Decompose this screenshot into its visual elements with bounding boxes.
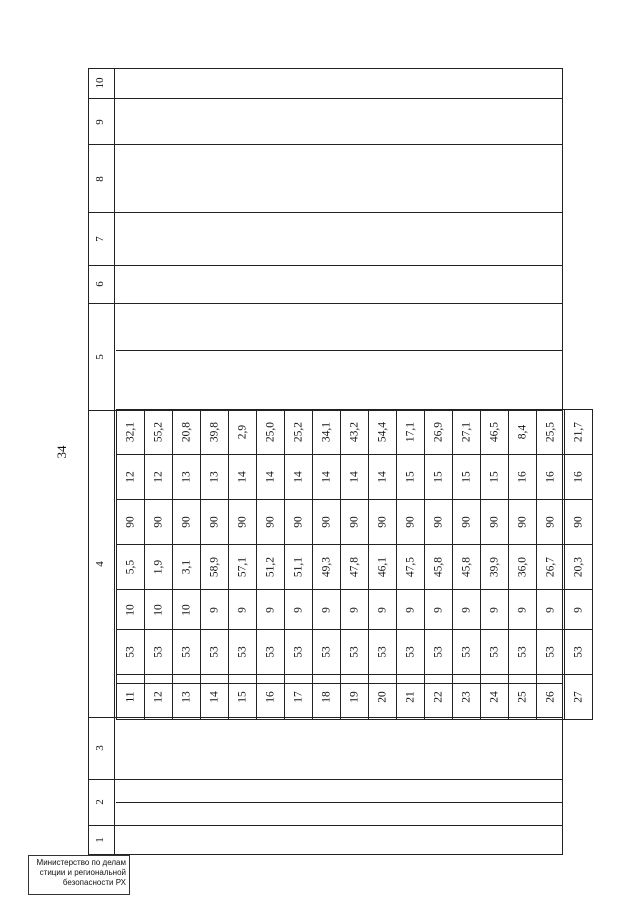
column-number-8: 8 <box>94 176 106 182</box>
table-cell: 53 <box>565 630 593 675</box>
table-cell: 90 <box>229 500 257 545</box>
table-cell: 26 <box>537 675 565 720</box>
table-cell: 14 <box>285 455 313 500</box>
table-cell: 46,5 <box>481 410 509 455</box>
stamp-line: стиции и региональной <box>39 868 126 877</box>
table-row <box>117 630 593 675</box>
table-cell: 53 <box>117 630 145 675</box>
table-cell: 10 <box>145 590 173 630</box>
table-cell: 2,9 <box>229 410 257 455</box>
table-cell: 9 <box>397 590 425 630</box>
table-cell: 90 <box>173 500 201 545</box>
table-cell: 34,1 <box>313 410 341 455</box>
table-cell: 22 <box>425 675 453 720</box>
table-cell: 90 <box>481 500 509 545</box>
column-number-5: 5 <box>94 354 106 360</box>
table-cell: 90 <box>397 500 425 545</box>
table-cell: 24 <box>481 675 509 720</box>
table-cell: 53 <box>285 630 313 675</box>
column-number-10: 10 <box>94 77 106 89</box>
table-cell: 90 <box>509 500 537 545</box>
table-cell: 13 <box>173 455 201 500</box>
table-cell: 90 <box>313 500 341 545</box>
table-cell: 9 <box>229 590 257 630</box>
table-cell: 23 <box>453 675 481 720</box>
table-cell: 26,9 <box>425 410 453 455</box>
rule-col-9-8 <box>89 144 563 145</box>
table-cell: 20 <box>369 675 397 720</box>
table-cell: 53 <box>257 630 285 675</box>
rule-col-2-1 <box>89 825 563 826</box>
table-cell: 58,9 <box>201 545 229 590</box>
table-cell: 53 <box>509 630 537 675</box>
table-cell: 46,1 <box>369 545 397 590</box>
table-cell: 12 <box>117 455 145 500</box>
table-cell: 49,3 <box>313 545 341 590</box>
table-row <box>117 545 593 590</box>
rule-sub-2 <box>116 802 562 803</box>
table-cell: 90 <box>453 500 481 545</box>
table-cell: 90 <box>145 500 173 545</box>
table-cell: 39,9 <box>481 545 509 590</box>
table-cell: 26,7 <box>537 545 565 590</box>
table-cell: 45,8 <box>425 545 453 590</box>
stamp-line: Министерство по делам <box>36 858 126 867</box>
table-cell: 90 <box>425 500 453 545</box>
table-cell: 53 <box>397 630 425 675</box>
table-row <box>117 590 593 630</box>
column-number-3: 3 <box>94 745 106 751</box>
table-cell: 53 <box>481 630 509 675</box>
table-cell: 14 <box>257 455 285 500</box>
table-cell: 9 <box>257 590 285 630</box>
table-row <box>117 675 593 720</box>
column-number-6: 6 <box>94 281 106 287</box>
table-cell: 14 <box>369 455 397 500</box>
table-cell: 16 <box>257 675 285 720</box>
table-cell: 16 <box>537 455 565 500</box>
table-cell: 25,2 <box>285 410 313 455</box>
table-cell: 20,3 <box>565 545 593 590</box>
data-table <box>116 409 593 720</box>
table-cell: 10 <box>117 590 145 630</box>
rule-col-8-7 <box>89 212 563 213</box>
table-cell: 9 <box>481 590 509 630</box>
table-cell: 25,5 <box>537 410 565 455</box>
table-cell: 9 <box>509 590 537 630</box>
table-cell: 20,8 <box>173 410 201 455</box>
table-cell: 8,4 <box>509 410 537 455</box>
table-cell: 16 <box>565 455 593 500</box>
rule-sub-5 <box>116 350 562 351</box>
table-cell: 53 <box>313 630 341 675</box>
table-cell: 9 <box>425 590 453 630</box>
table-cell: 9 <box>341 590 369 630</box>
table-cell: 53 <box>425 630 453 675</box>
table-row <box>117 500 593 545</box>
table-cell: 16 <box>509 455 537 500</box>
table-cell: 47,8 <box>341 545 369 590</box>
ministry-stamp <box>28 855 130 895</box>
table-cell: 25,0 <box>257 410 285 455</box>
table-cell: 12 <box>145 455 173 500</box>
table-cell: 54,4 <box>369 410 397 455</box>
table-cell: 53 <box>229 630 257 675</box>
table-cell: 90 <box>201 500 229 545</box>
table-cell: 18 <box>313 675 341 720</box>
rule-col-7-6 <box>89 265 563 266</box>
table-cell: 90 <box>257 500 285 545</box>
table-cell: 9 <box>369 590 397 630</box>
table-cell: 90 <box>285 500 313 545</box>
table-cell: 9 <box>201 590 229 630</box>
table-cell: 9 <box>453 590 481 630</box>
table-cell: 17 <box>285 675 313 720</box>
table-cell: 15 <box>425 455 453 500</box>
table-cell: 12 <box>145 675 173 720</box>
table-cell: 27,1 <box>453 410 481 455</box>
table-row <box>117 410 593 455</box>
table-cell: 5,5 <box>117 545 145 590</box>
table-cell: 53 <box>341 630 369 675</box>
table-cell: 51,2 <box>257 545 285 590</box>
table-cell: 39,8 <box>201 410 229 455</box>
table-cell: 53 <box>453 630 481 675</box>
table-cell: 10 <box>173 590 201 630</box>
table-cell: 1,9 <box>145 545 173 590</box>
table-cell: 14 <box>201 675 229 720</box>
page-number: 34 <box>54 445 69 459</box>
table-cell: 9 <box>313 590 341 630</box>
table-cell: 15 <box>397 455 425 500</box>
stamp-line: безопасности РХ <box>62 878 126 887</box>
table-cell: 47,5 <box>397 545 425 590</box>
table-cell: 90 <box>117 500 145 545</box>
table-cell: 9 <box>537 590 565 630</box>
column-number-7: 7 <box>94 236 106 242</box>
table-cell: 90 <box>341 500 369 545</box>
table-cell: 17,1 <box>397 410 425 455</box>
table-cell: 9 <box>285 590 313 630</box>
table-cell: 15 <box>229 675 257 720</box>
table-cell: 53 <box>201 630 229 675</box>
column-number-2: 2 <box>94 799 106 805</box>
table-cell: 90 <box>565 500 593 545</box>
table-cell: 15 <box>453 455 481 500</box>
table-cell: 57,1 <box>229 545 257 590</box>
table-cell: 53 <box>145 630 173 675</box>
table-cell: 21 <box>397 675 425 720</box>
table-cell: 14 <box>341 455 369 500</box>
table-cell: 90 <box>537 500 565 545</box>
rule-col-6-5 <box>89 303 563 304</box>
table-cell: 45,8 <box>453 545 481 590</box>
table-cell: 36,0 <box>509 545 537 590</box>
rule-col-3-2 <box>89 779 563 780</box>
table-cell: 14 <box>313 455 341 500</box>
table-cell: 9 <box>565 590 593 630</box>
column-number-4: 4 <box>94 561 106 567</box>
table-cell: 53 <box>369 630 397 675</box>
table-cell: 53 <box>173 630 201 675</box>
table-cell: 3,1 <box>173 545 201 590</box>
table-cell: 11 <box>117 675 145 720</box>
table-cell: 14 <box>229 455 257 500</box>
table-cell: 51,1 <box>285 545 313 590</box>
table-cell: 25 <box>509 675 537 720</box>
rule-col-10-9 <box>89 98 563 99</box>
table-cell: 43,2 <box>341 410 369 455</box>
column-number-1: 1 <box>94 837 106 843</box>
table-cell: 55,2 <box>145 410 173 455</box>
column-number-9: 9 <box>94 119 106 125</box>
table-cell: 19 <box>341 675 369 720</box>
table-cell: 53 <box>537 630 565 675</box>
table-row <box>117 455 593 500</box>
table-cell: 90 <box>369 500 397 545</box>
table-cell: 13 <box>201 455 229 500</box>
table-cell: 15 <box>481 455 509 500</box>
table-cell: 32,1 <box>117 410 145 455</box>
table-cell: 21,7 <box>565 410 593 455</box>
table-cell: 27 <box>565 675 593 720</box>
column-number-strip-divider <box>114 69 115 855</box>
table-cell: 13 <box>173 675 201 720</box>
